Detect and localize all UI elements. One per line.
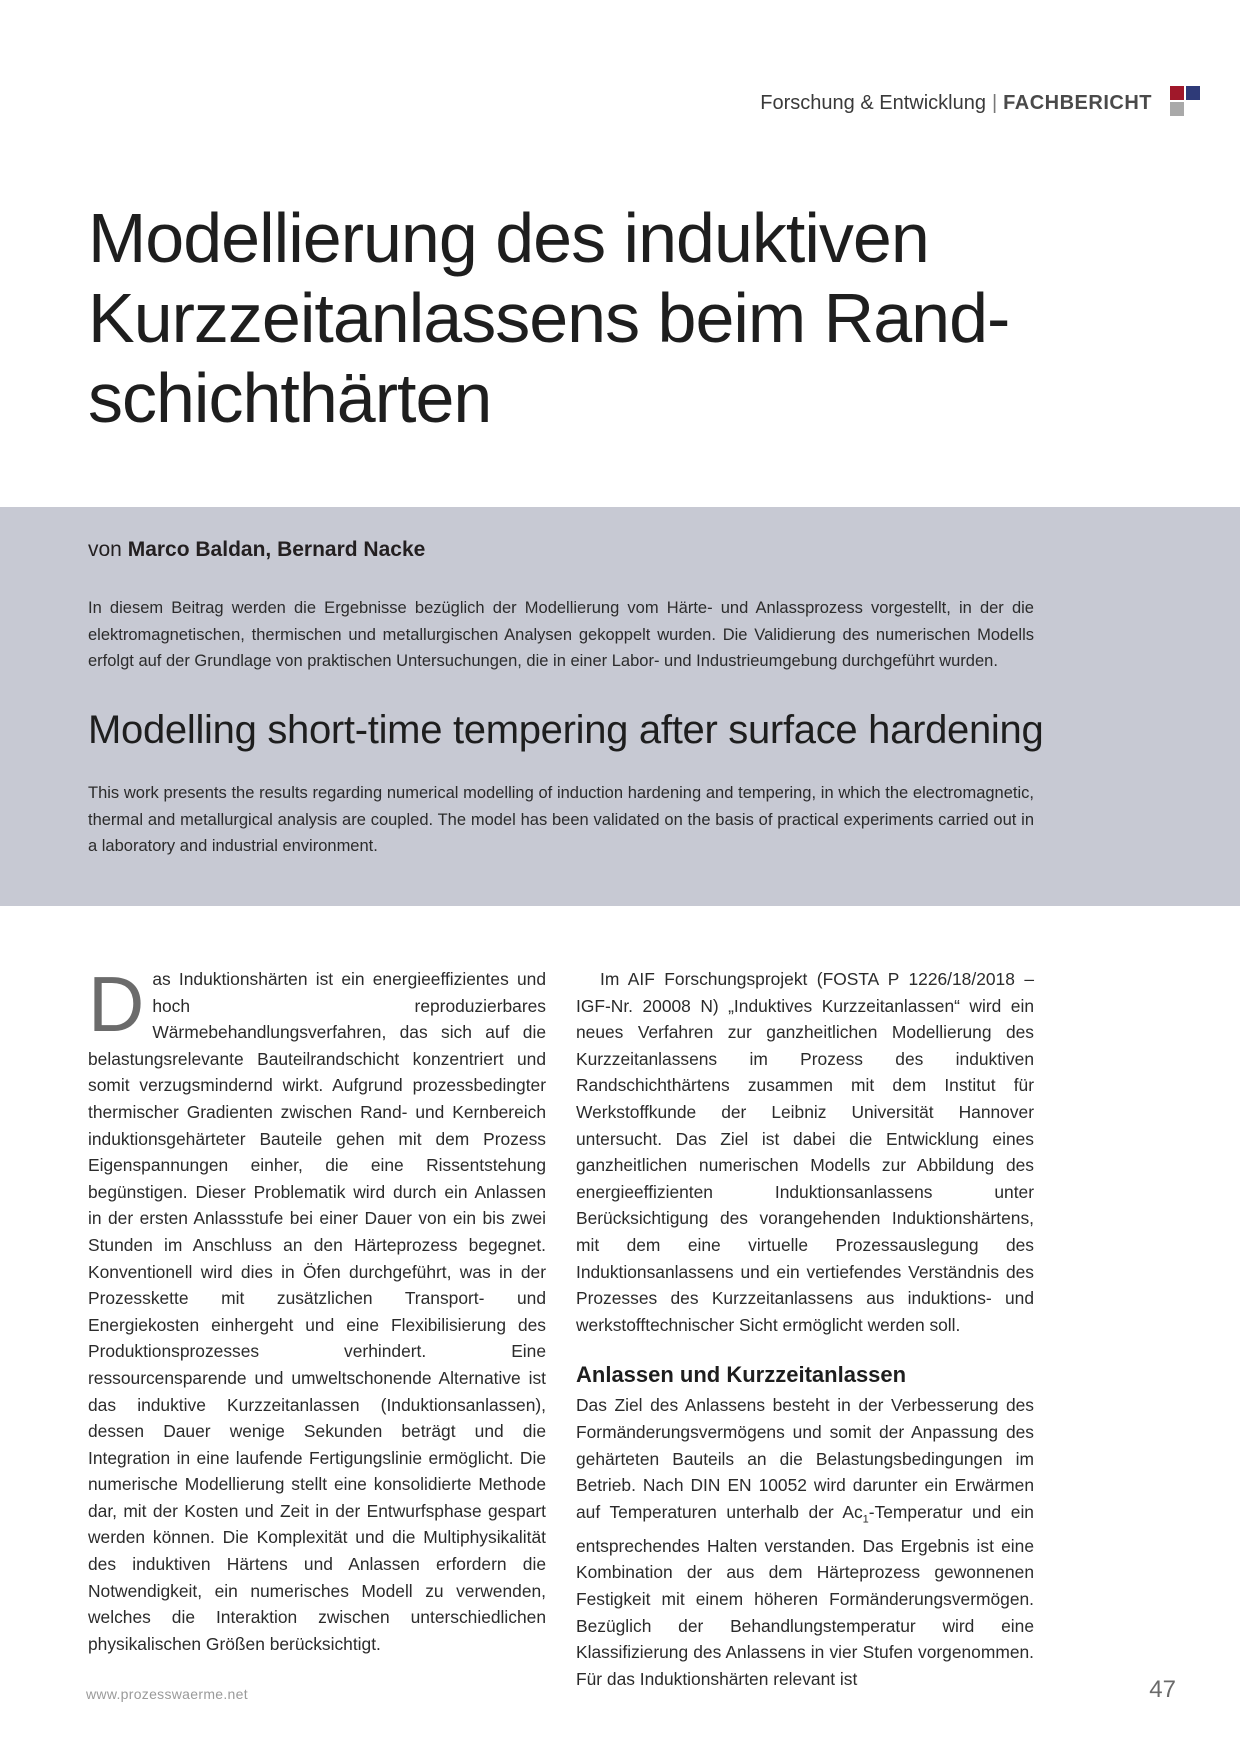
publisher-logo-icon — [1170, 86, 1202, 118]
logo-square-red — [1170, 86, 1184, 100]
header-section: Forschung & Entwicklung — [760, 91, 986, 114]
author-prefix: von — [88, 538, 122, 561]
logo-square-blue — [1186, 86, 1200, 100]
author-line — [88, 538, 425, 562]
running-header — [760, 88, 1152, 118]
page-number: 47 — [1149, 1676, 1176, 1703]
body-column-left — [88, 960, 546, 1657]
body-paragraph: as Induktionshärten ist ein energieeffizientes und hoch reproduzierbares Wärmebehandlungsverfahren, das sich auf die belastungsrelevante Bauteilrandschicht konzentriert und somit verzugsmindernd wirkt. Aufgrund prozessbedingter thermischer Gradienten zwischen Rand- und Kernbereich induktionsgehärteter Bauteile gehen mit dem Prozess Eigenspannungen einher, die eine Rissentstehung begünstigen. Dieser Problematik wird durch ein Anlassen in der ersten Anlassstufe bei einer Dauer von ein bis zwei Stunden im Anschluss an den Härteprozess begegnet. Konventionell wird dies in Öfen durchgeführt, was in der Prozesskette mit zusätzlichen Transport- und Energiekosten einhergeht und eine Flexibilisierung des Produktionsprozesses verhindert. Eine ressourcensparende und umweltschonende Alternative ist das induktive Kurzzeitanlassen (Induktionsanlassen), dessen Dauer wenige Sekunden beträgt und die Integration in eine laufende Fertigungslinie ermöglicht. Die numerische Modellierung stellt eine konsolidierte Methode dar, mit der Kosten und Zeit in der Entwurfsphase gespart werden können. Die Komplexität und die Multiphysikalität des induktiven Härtens und Anlassen erfordern die Notwendigkeit, ein numerisches Modell zu verwenden, welches die Interaktion zwischen unterschiedlichen physikalischen Größen berücksichtigt. — [88, 969, 546, 1654]
body-column-right — [576, 966, 1034, 1692]
footer-url: www.prozesswaerme.net — [86, 1686, 248, 1702]
abstract-german: In diesem Beitrag werden die Ergebnisse bezüglich der Modellierung vom Härte- und Anlassprozess vorgestellt, in der die elektromagnetischen, thermischen und metallurgischen Analysen gekoppelt wurden. Die Validierung des numerischen Modells erfolgt auf der Grundlage von praktischen Untersuchungen, die in einer Labor- und Industrieumgebung durchgeführt wurden. — [88, 599, 1034, 670]
paragraph-text-part: -Temperatur und ein entsprechendes Halten verstanden. Das Ergebnis ist eine Kombination der aus dem Härteprozess gewonnenen Festigkeit mit einem höheren Formänderungsvermögen. Bezüglich der Behandlungstemperatur wird eine Klassifizierung des Anlassens in vier Stufen vorgenommen. Für das Induktionshärten relevant ist — [576, 1501, 1034, 1689]
header-separator: | — [991, 91, 998, 114]
body-paragraph — [576, 1392, 1034, 1692]
article-title — [88, 198, 1148, 438]
title-text: Modellierung des induktiven Kurzzeitanlassens beim Rand-schichthärten — [88, 199, 1010, 437]
section-heading: Anlassen und Kurzzeitanlassen — [576, 1362, 907, 1388]
author-names: Marco Baldan, Bernard Nacke — [127, 538, 426, 561]
logo-square-grey — [1170, 102, 1184, 116]
header-kind: FACHBERICHT — [1003, 91, 1152, 114]
abstract-english: This work presents the results regarding numerical modelling of induction hardening and tempering, in which the electromagnetic, thermal and metallurgical analysis are coupled. The model has been validated on the basis of practical experiments carried out in a laboratory and industrial environment. — [88, 784, 1034, 855]
paragraph-text-part: Das Ziel des Anlassens besteht in der Verbesserung des Formänderungsvermögens und somit der Anpassung des gehärteten Bauteils an die Belastungsbedingungen im Betrieb. Nach DIN EN 10052 wird darunter ein Erwärmen auf Temperaturen unterhalb der Ac — [576, 1395, 1034, 1522]
body-paragraph: Im AIF Forschungsprojekt (FOSTA P 1226/18/2018 – IGF-Nr. 20008 N) „Induktives Kurzzeitanlassen“ wird ein neues Verfahren zur ganzheitlichen Modellierung des Kurzzeitanlassens im Prozess des induktiven Randschichthärtens zusammen mit dem Institut für Werkstoffkunde der Leibniz Universität Hannover untersucht. Das Ziel ist dabei die Entwicklung eines ganzheitlichen numerischen Modells zur Abbildung des energieeffizienten Induktionsanlassens unter Berücksichtigung des vorangehenden Induktionshärtens, mit dem eine virtuelle Prozessauslegung des Induktionsanlassens und ein vertiefendes Verständnis des Prozesses des Kurzzeitanlassens aus induktions- und werkstofftechnischer Sicht ermöglicht werden soll. — [576, 969, 1034, 1335]
drop-cap: D — [88, 960, 145, 1048]
english-title: Modelling short-time tempering after surface hardening — [88, 708, 1044, 752]
subscript: 1 — [862, 1513, 869, 1526]
